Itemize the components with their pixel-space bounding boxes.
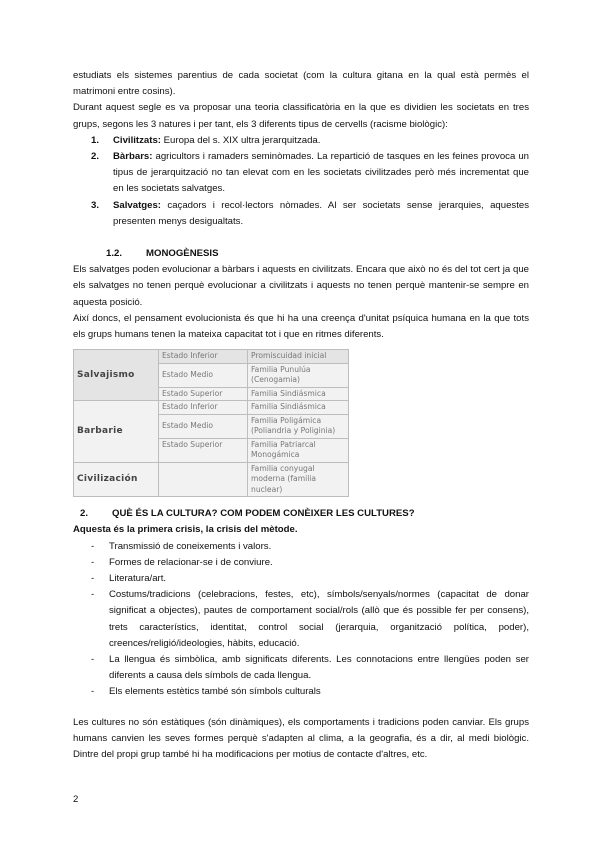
list-item: - Literatura/art. <box>73 571 529 587</box>
section-heading-1-2: 1.2. MONOGÈNESIS <box>106 248 219 260</box>
term: Bàrbars: <box>113 151 153 163</box>
section-heading-2: 2. QUÈ ÉS LA CULTURA? COM PODEM CONÈIXER LES CULTURES? <box>80 508 415 520</box>
table-cell: Familia Sindiásmica <box>248 401 349 415</box>
table-cell: Promiscuidad inicial <box>248 350 349 364</box>
table-cell: Familia Patriarcal Monogámica <box>248 438 349 462</box>
society-types-list <box>73 133 529 230</box>
closing-paragraph: Les cultures no són estàtiques (són dinàmiques), els comportaments i tradicions poden canviar. Els grups humans canvien les seves formes perquè s'adapten al clima, a la geografia, és a dir, al medi biològic. Dintre del propi grup també hi ha modificacions per motius de contacte d'altres, etc. <box>73 716 529 761</box>
list-item: - Els elements estètics també són símbols culturals <box>73 684 529 700</box>
list-item: - Transmissió de coneixements i valors. <box>73 539 529 555</box>
crisis-line: Aquesta és la primera crisis, la crisis del mètode. <box>73 524 298 536</box>
table-cell: Estado Inferior <box>159 350 248 364</box>
intro-paragraph-2: Durant aquest segle es va proposar una teoria classificatòria en la que es dividien les societats en tres grups, segons les 3 natures i per tant, els 3 diferents tipus de cervells (racisme biològic): <box>73 102 529 130</box>
monogenesis-paragraph-1: Els salvatges poden evolucionar a bàrbars i aquests en civilitzats. Encara que això no és del tot cert ja que els salvatges no tenen perquè evolucionar a civilitzats i aquests no tenen perquè mantenir-se sempre en aquesta posició. <box>73 264 529 308</box>
list-item: - Formes de relacionar-se i de conviure. <box>73 555 529 571</box>
term: Civilitzats: <box>113 134 161 146</box>
document-body <box>73 68 529 763</box>
evolution-table <box>73 349 349 497</box>
monogenesis-paragraph-2: Així doncs, el pensament evolucionista és que hi ha una creença d'unitat psíquica humana en la que tots els grups humans tenen la mateixa capacitat tot i que en ritmes diferents. <box>73 312 529 341</box>
list-item: 3. Salvatges: caçadors i recol·lectors nòmades. Al ser societats sense jerarquies, aquestes presenten menys desigualtats. <box>91 199 529 227</box>
table-cell <box>159 462 248 497</box>
table-cell: Familia Sindiásmica <box>248 387 349 401</box>
table-cell: Familia Punulúa (Cenogamia) <box>248 363 349 387</box>
table-cell: Estado Medio <box>159 363 248 387</box>
list-item: 1. Civilitzats: Europa del s. XIX ultra jerarquitzada. <box>91 134 321 146</box>
table-cell: Familia Poligámica (Poliandria y Poliginia) <box>248 414 349 438</box>
table-cell: Estado Superior <box>159 387 248 401</box>
stage-civilizacion: Civilización <box>74 462 159 497</box>
page-number: 2 <box>73 794 79 805</box>
table-cell: Estado Inferior <box>159 401 248 415</box>
table-cell: Estado Medio <box>159 414 248 438</box>
term: Salvatges: <box>113 199 161 211</box>
list-item: - Costums/tradicions (celebracions, festes, etc), símbols/senyals/normes (capacitat de donar significat a objectes), pautes de comportament social/rols (allò que és possible fer per consens), trets característics, identitat, control social (jerarquia, organització política, poder), creences/religió/ideologies, hàbits, educació. <box>73 587 529 652</box>
culture-elements-list <box>73 539 529 701</box>
list-item: - La llengua és simbòlica, amb significats diferents. Les connotacions entre llengües poden ser diferents a causa dels símbols de cada llengua. <box>73 652 529 684</box>
stage-barbarie: Barbarie <box>74 401 159 463</box>
list-item: 2. Bàrbars: agricultors i ramaders seminòmades. La repartició de tasques en les feines provoca un tipus de jerarquització no tan elevat com en les societats civilitzades però més incrementat que en les societats salvatges. <box>91 151 529 195</box>
table-cell: Estado Superior <box>159 438 248 462</box>
stage-salvajismo: Salvajismo <box>74 350 159 401</box>
table-cell: Familia conyugal moderna (familia nuclear) <box>248 462 349 497</box>
intro-paragraph-1: estudiats els sistemes parentius de cada societat (com la cultura gitana en la qual està permès el matrimoni entre cosins). <box>73 70 529 98</box>
